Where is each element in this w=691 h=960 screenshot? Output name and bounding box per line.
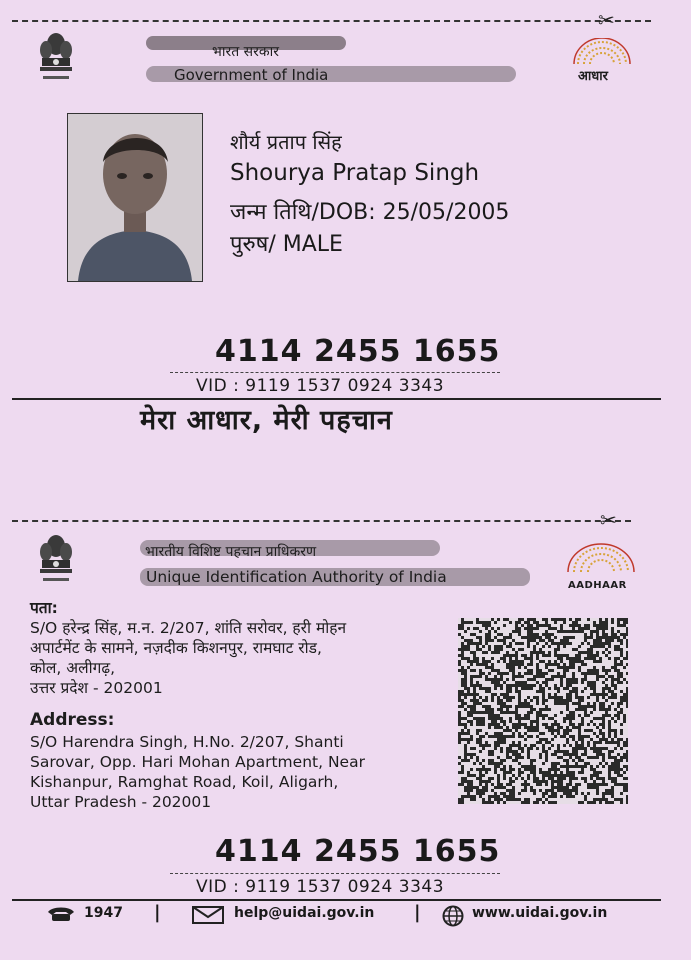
address-english-line: Kishanpur, Ramghat Road, Koil, Aligarh,: [30, 773, 339, 791]
address-english-label: Address:: [30, 710, 115, 730]
footer-separator: |: [414, 902, 421, 923]
holder-gender: पुरुष/ MALE: [230, 232, 343, 257]
address-hindi-line: उत्तर प्रदेश - 202001: [30, 679, 163, 697]
header-title-hindi: भारत सरकार: [212, 44, 279, 60]
header-title-english: Unique Identification Authority of India: [146, 568, 447, 586]
holder-name-hindi: शौर्य प्रताप सिंह: [230, 130, 342, 154]
header-title-hindi: भारतीय विशिष्ट पहचान प्राधिकरण: [145, 544, 317, 560]
scissors-icon: ✂: [598, 8, 615, 32]
address-hindi-label: पता:: [30, 599, 58, 617]
holder-photo: [67, 113, 203, 282]
cut-line-middle: [12, 520, 631, 522]
holder-dob: जन्म तिथि/DOB: 25/05/2005: [230, 200, 510, 225]
address-english-line: Uttar Pradesh - 202001: [30, 793, 212, 811]
footer-separator: |: [154, 902, 161, 923]
globe-icon: [442, 905, 464, 927]
address-english-line: S/O Harendra Singh, H.No. 2/207, Shanti: [30, 733, 344, 751]
address-hindi-line: कोल, अलीगढ़,: [30, 659, 116, 677]
qr-code-icon: [458, 618, 628, 804]
aadhaar-logo-text: AADHAAR: [568, 580, 627, 591]
address-hindi-line: अपार्टमेंट के सामने, नज़दीक किशनपुर, रामघाट रोड,: [30, 639, 322, 657]
header-title-english: Government of India: [174, 66, 329, 84]
website-url: www.uidai.gov.in: [472, 905, 608, 921]
vid-number: VID : 9119 1537 0924 3343: [196, 877, 445, 897]
emblem-icon: [34, 532, 78, 590]
holder-name-english: Shourya Pratap Singh: [230, 160, 480, 186]
slogan: मेरा आधार, मेरी पहचान: [140, 405, 393, 436]
mail-icon: [192, 906, 224, 924]
divider-line: [12, 899, 661, 901]
help-email: help@uidai.gov.in: [234, 905, 375, 921]
phone-icon: [46, 906, 76, 922]
emblem-icon: [34, 30, 78, 88]
vid-number: VID : 9119 1537 0924 3343: [196, 376, 445, 396]
aadhaar-logo-text: आधार: [578, 69, 608, 84]
number-underline: [170, 873, 500, 874]
cut-line-top: [12, 20, 651, 22]
aadhaar-logo-icon: [562, 542, 640, 578]
helpline-number: 1947: [84, 905, 123, 921]
number-underline: [170, 372, 500, 373]
aadhaar-number: 4114 2455 1655: [215, 834, 501, 869]
scissors-icon: ✂: [600, 508, 617, 532]
aadhaar-number: 4114 2455 1655: [215, 334, 501, 369]
address-english-line: Sarovar, Opp. Hari Mohan Apartment, Near: [30, 753, 365, 771]
address-hindi-line: S/O हरेन्द्र सिंह, म.न. 2/207, शांति सरोवर, हरी मोहन: [30, 619, 347, 637]
